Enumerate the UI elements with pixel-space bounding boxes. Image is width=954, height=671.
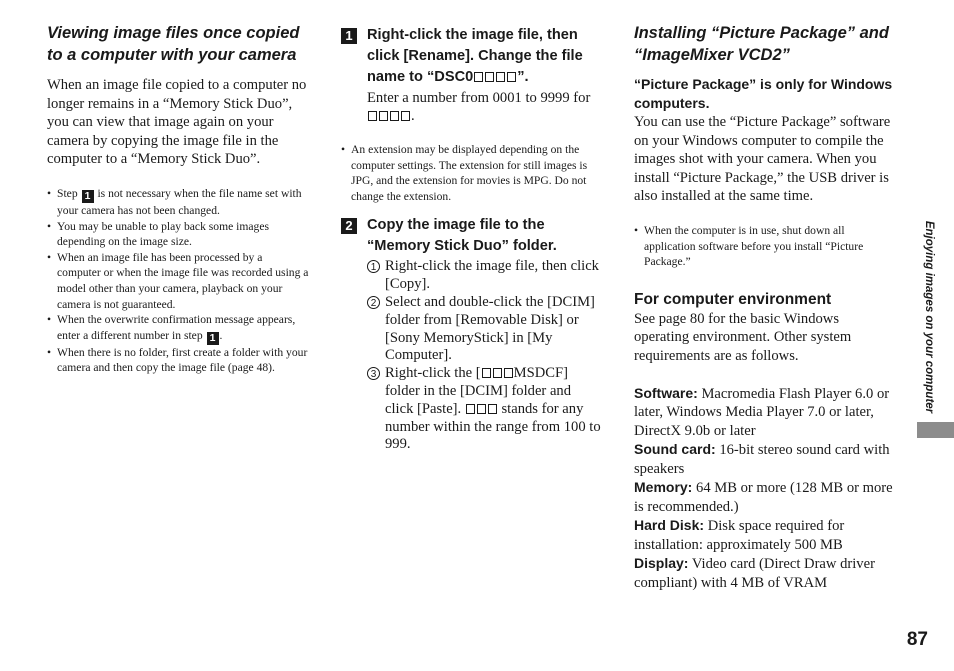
placeholder-digit-box [507, 72, 516, 82]
section-heading-installing: Installing “Picture Package” and “ImageMixer VCD2” [634, 24, 889, 64]
column-left [47, 0, 309, 376]
step-number-badge: 1 [341, 28, 357, 44]
placeholder-digit-box [504, 368, 513, 378]
placeholder-digit-box [379, 111, 388, 121]
circled-number: 2 [367, 296, 380, 309]
section-heading-viewing-images: Viewing image files once copied to a computer with your camera [47, 24, 300, 64]
placeholder-digit-box [474, 72, 483, 82]
spec-sound-card: Sound card: 16-bit stereo sound card with speakers [634, 441, 890, 477]
circled-number: 3 [367, 367, 380, 380]
placeholder-digit-box [401, 111, 410, 121]
substep-item: 1 Right-click the image file, then click [Copy]. [341, 258, 601, 294]
substep-item: 2 Select and double-click the [DCIM] folder from [Removable Disk] or [Sony MemoryStick] in [My Computer]. [341, 294, 601, 365]
placeholder-digit-box [493, 368, 502, 378]
step-number-badge: 2 [341, 218, 357, 234]
note-item: • When the overwrite confirmation message appears, enter a different number in step 1 . [47, 312, 309, 345]
circled-number: 1 [367, 260, 380, 273]
step-2-heading: 2 Copy the image file to the “Memory Stick Duo” folder. [341, 215, 601, 257]
step-1-heading: 1 Right-click the image file, then click [Rename]. Change the file name to “DSC0 ”. [341, 25, 601, 88]
placeholder-digit-box [488, 404, 497, 414]
substep-item: 3 Right-click the [ MSDCF] folder in the [DCIM] folder and click [Paste]. stands for any number within the range from 100 to 999. [341, 365, 601, 454]
system-requirements [634, 384, 896, 593]
viewing-images-body: When an image file copied to a computer no longer remains in a “Memory Stick Duo”, you can view that image again on your camera by copying the image file in the computer to a “Memory Stick Duo”. [47, 77, 307, 168]
note-item: • Step 1 is not necessary when the file name set with your camera has not been changed. [47, 186, 309, 219]
step-number-badge: 1 [207, 332, 219, 345]
note-item: • You may be unable to play back some images depending on the image size. [47, 219, 309, 250]
computer-environment-heading: For computer environment [634, 290, 832, 308]
placeholder-digit-box [477, 404, 486, 414]
column-right [634, 0, 896, 592]
note-item: • When an image file has been processed by a computer or when the image file was recorded using a model other than your camera, playback on your camera is not guaranteed. [47, 250, 309, 312]
chapter-tab-marker [917, 422, 954, 438]
computer-environment-body: See page 80 for the basic Windows operating environment. Other system requirements are as follows. [634, 310, 852, 364]
spec-hard-disk: Hard Disk: Disk space required for installation: approximately 500 MB [634, 517, 845, 553]
extension-note [341, 142, 601, 204]
placeholder-digit-box [368, 111, 377, 121]
placeholder-digit-box [485, 72, 494, 82]
viewing-images-notes [47, 186, 309, 376]
chapter-side-label: Enjoying images on your computer [923, 220, 935, 414]
installing-body: You can use the “Picture Package” software on your Windows computer to compile the images shot with your camera. When you install “Picture Package,” the USB driver is also installed at the same time. [634, 114, 891, 205]
placeholder-digit-box [482, 368, 491, 378]
spec-software: Software: Macromedia Flash Player 6.0 or later, Windows Media Player 7.0 or later, DirectX 9.0b or later [634, 384, 890, 439]
note-item: • When there is no folder, first create a folder with your camera and then copy the image file (page 48). [47, 345, 309, 376]
note-item: • When the computer is in use, shut down all application software before you install “Picture Package.” [634, 223, 896, 270]
column-middle [341, 0, 601, 454]
spec-memory: Memory: 64 MB or more (128 MB or more is recommended.) [634, 479, 893, 515]
step-number-badge: 1 [82, 190, 94, 203]
step-2-substeps [341, 258, 601, 454]
placeholder-digit-box [390, 111, 399, 121]
note-item: • An extension may be displayed depending on the computer settings. The extension for still images is JPG, and the extension for movies is MPG. Do not change the extension. [341, 142, 601, 204]
spec-display: Display: Video card (Direct Draw driver compliant) with 4 MB of VRAM [634, 555, 875, 591]
page-number: 87 [906, 629, 928, 650]
placeholder-digit-box [496, 72, 505, 82]
placeholder-digit-box [466, 404, 475, 414]
installing-note [634, 223, 896, 270]
windows-only-subheading: “Picture Package” is only for Windows computers. [634, 76, 893, 111]
step-1-text: Enter a number from 0001 to 9999 for . [367, 90, 591, 124]
